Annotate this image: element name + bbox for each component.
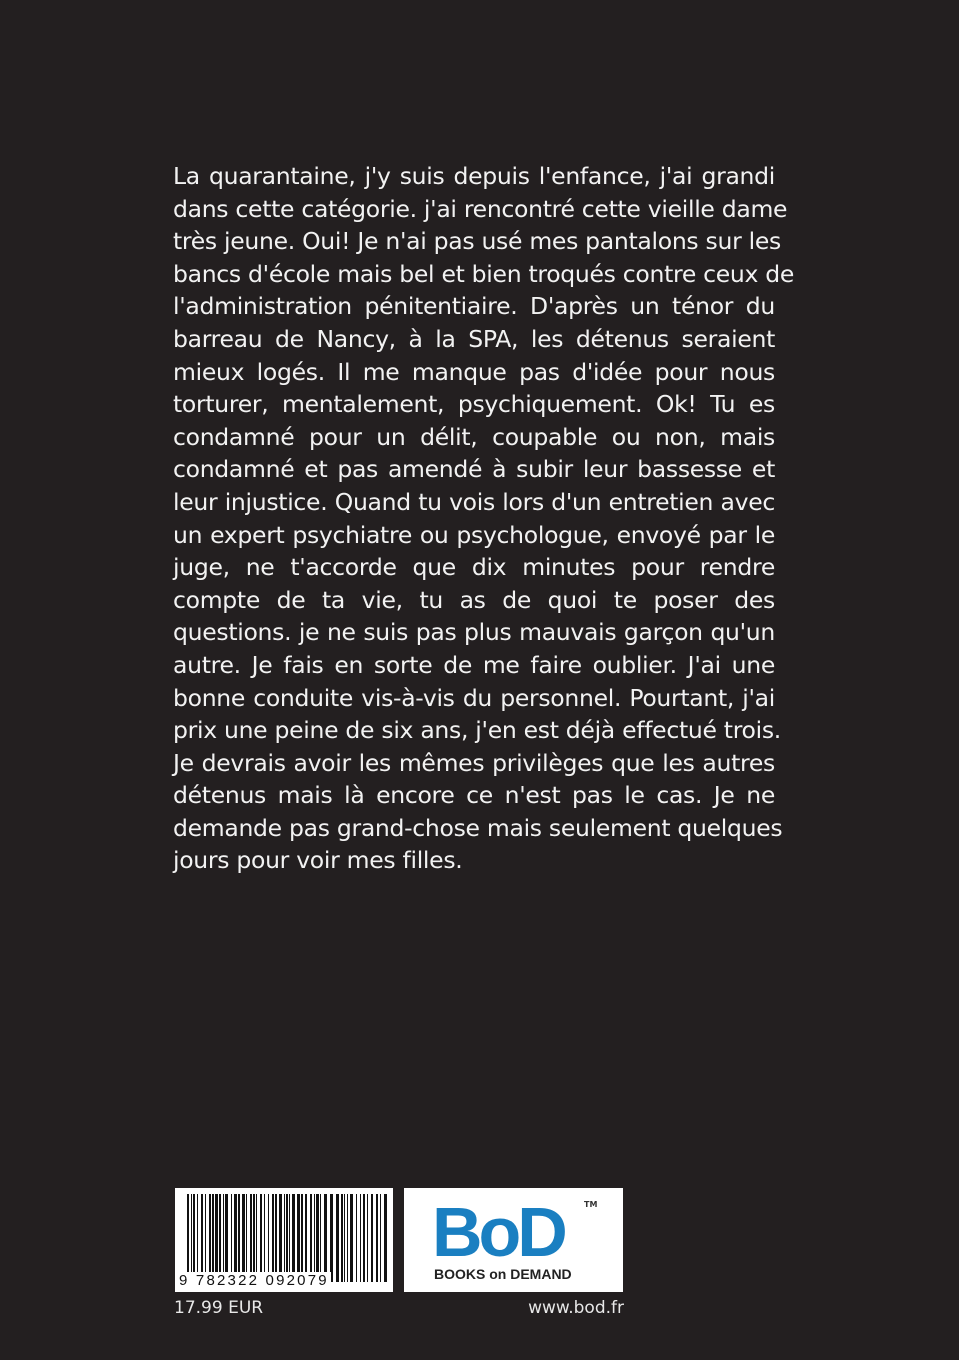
barcode-bar bbox=[310, 1194, 312, 1282]
blurb-line: l'administration pénitentiaire. D'après un ténor du bbox=[173, 292, 775, 321]
barcode-bar bbox=[344, 1194, 345, 1282]
barcode-bar bbox=[246, 1194, 247, 1282]
blurb-line: condamné pour un délit, coupable ou non, mais bbox=[173, 422, 775, 451]
blurb-line: jours pour voir mes filles. bbox=[173, 846, 463, 875]
barcode-bar bbox=[286, 1194, 288, 1282]
blurb-line: bonne conduite vis-à-vis du personnel. Pourtant, j'ai bbox=[173, 683, 775, 712]
barcode-bar bbox=[253, 1194, 255, 1282]
trademark-symbol: TM bbox=[584, 1200, 598, 1209]
blurb-line: détenus mais là encore ce n'est pas le cas. Je ne bbox=[173, 781, 775, 810]
barcode-bar bbox=[380, 1194, 381, 1282]
barcode-bar bbox=[197, 1194, 198, 1282]
price: 17.99 EUR bbox=[174, 1298, 264, 1318]
barcode-bar bbox=[225, 1194, 228, 1282]
barcode-bar bbox=[367, 1194, 368, 1282]
barcode-bar bbox=[305, 1194, 307, 1282]
blurb-line: très jeune. Oui! Je n'ai pas usé mes pantalons sur les bbox=[173, 227, 781, 256]
barcode-bar bbox=[234, 1194, 237, 1282]
barcode-bar bbox=[275, 1194, 277, 1282]
blurb-line: demande pas grand-chose mais seulement quelques bbox=[173, 813, 783, 842]
blurb-line: Je devrais avoir les mêmes privilèges que les autres bbox=[173, 748, 775, 777]
barcode-bar bbox=[360, 1194, 361, 1282]
publisher-tagline: BOOKS on DEMAND bbox=[434, 1266, 572, 1282]
barcode-bar bbox=[314, 1194, 315, 1282]
blurb-line: leur injustice. Quand tu vois lors d'un entretien avec bbox=[173, 487, 775, 516]
blurb-line: barreau de Nancy, à la SPA, les détenus seraient bbox=[173, 324, 775, 353]
isbn-barcode bbox=[175, 1188, 393, 1292]
barcode-bar bbox=[272, 1194, 274, 1282]
blurb-line: autre. Je fais en sorte de me faire oublier. J'ai une bbox=[173, 650, 775, 679]
barcode-bars bbox=[187, 1194, 387, 1282]
blurb-line: La quarantaine, j'y suis depuis l'enfance, j'ai grandi bbox=[173, 162, 775, 190]
barcode-bar bbox=[371, 1194, 373, 1282]
barcode-bar bbox=[201, 1194, 203, 1282]
barcode-bar bbox=[324, 1194, 327, 1282]
barcode-bar bbox=[215, 1194, 218, 1282]
back-cover-blurb bbox=[173, 160, 795, 877]
barcode-bar bbox=[264, 1194, 265, 1282]
barcode-bar bbox=[350, 1194, 353, 1282]
barcode-bar bbox=[347, 1194, 348, 1282]
barcode-bar bbox=[187, 1194, 189, 1282]
barcode-bar bbox=[356, 1194, 357, 1282]
barcode-bar bbox=[238, 1194, 240, 1282]
barcode-bar bbox=[242, 1194, 245, 1282]
barcode-bar bbox=[284, 1194, 285, 1282]
isbn-number: 9 782322 092079 bbox=[179, 1272, 329, 1289]
blurb-line: dans cette catégorie. j'ai rencontré cette vieille dame bbox=[173, 194, 788, 223]
barcode-bar bbox=[297, 1194, 300, 1282]
barcode-bar bbox=[219, 1194, 221, 1282]
barcode-bar bbox=[268, 1194, 269, 1282]
blurb-line: mieux logés. Il me manque pas d'idée pour nous bbox=[173, 357, 775, 386]
barcode-bar bbox=[336, 1194, 339, 1282]
barcode-bar bbox=[320, 1194, 321, 1282]
barcode-bar bbox=[209, 1194, 211, 1282]
blurb-line: juge, ne t'accorde que dix minutes pour rendre bbox=[173, 553, 775, 582]
barcode-bar bbox=[193, 1194, 195, 1282]
publisher-logo bbox=[404, 1188, 623, 1292]
blurb-line: torturer, mentalement, psychiquement. Ok! Tu es bbox=[173, 390, 775, 419]
barcode-bar bbox=[191, 1194, 192, 1282]
barcode-bar bbox=[231, 1194, 232, 1282]
barcode-bar bbox=[212, 1194, 214, 1282]
blurb-line: prix une peine de six ans, j'en est déjà effectué trois. bbox=[173, 716, 781, 745]
blurb-line: questions. je ne suis pas plus mauvais garçon qu'un bbox=[173, 618, 775, 647]
barcode-bar bbox=[292, 1194, 295, 1282]
barcode-bar bbox=[363, 1194, 365, 1282]
blurb-line: compte de ta vie, tu as de quoi te poser des bbox=[173, 585, 775, 614]
barcode-bar bbox=[376, 1194, 378, 1282]
barcode-bar bbox=[330, 1194, 333, 1282]
blurb-line: condamné et pas amendé à subir leur bassesse et bbox=[173, 455, 775, 484]
barcode-bar bbox=[341, 1194, 343, 1282]
barcode-bar bbox=[260, 1194, 262, 1282]
barcode-bar bbox=[384, 1194, 387, 1282]
barcode-bar bbox=[223, 1194, 224, 1282]
barcode-bar bbox=[205, 1194, 206, 1282]
blurb-line: un expert psychiatre ou psychologue, envoyé par le bbox=[173, 520, 775, 549]
barcode-bar bbox=[316, 1194, 319, 1282]
barcode-bar bbox=[289, 1194, 290, 1282]
barcode-bar bbox=[301, 1194, 303, 1282]
barcode-bar bbox=[250, 1194, 252, 1282]
blurb-line: bancs d'école mais bel et bien troqués contre ceux de bbox=[173, 259, 795, 288]
bod-logo-mark: BoD bbox=[432, 1193, 564, 1271]
barcode-bar bbox=[279, 1194, 282, 1282]
publisher-url: www.bod.fr bbox=[528, 1298, 624, 1318]
barcode-bar bbox=[256, 1194, 257, 1282]
